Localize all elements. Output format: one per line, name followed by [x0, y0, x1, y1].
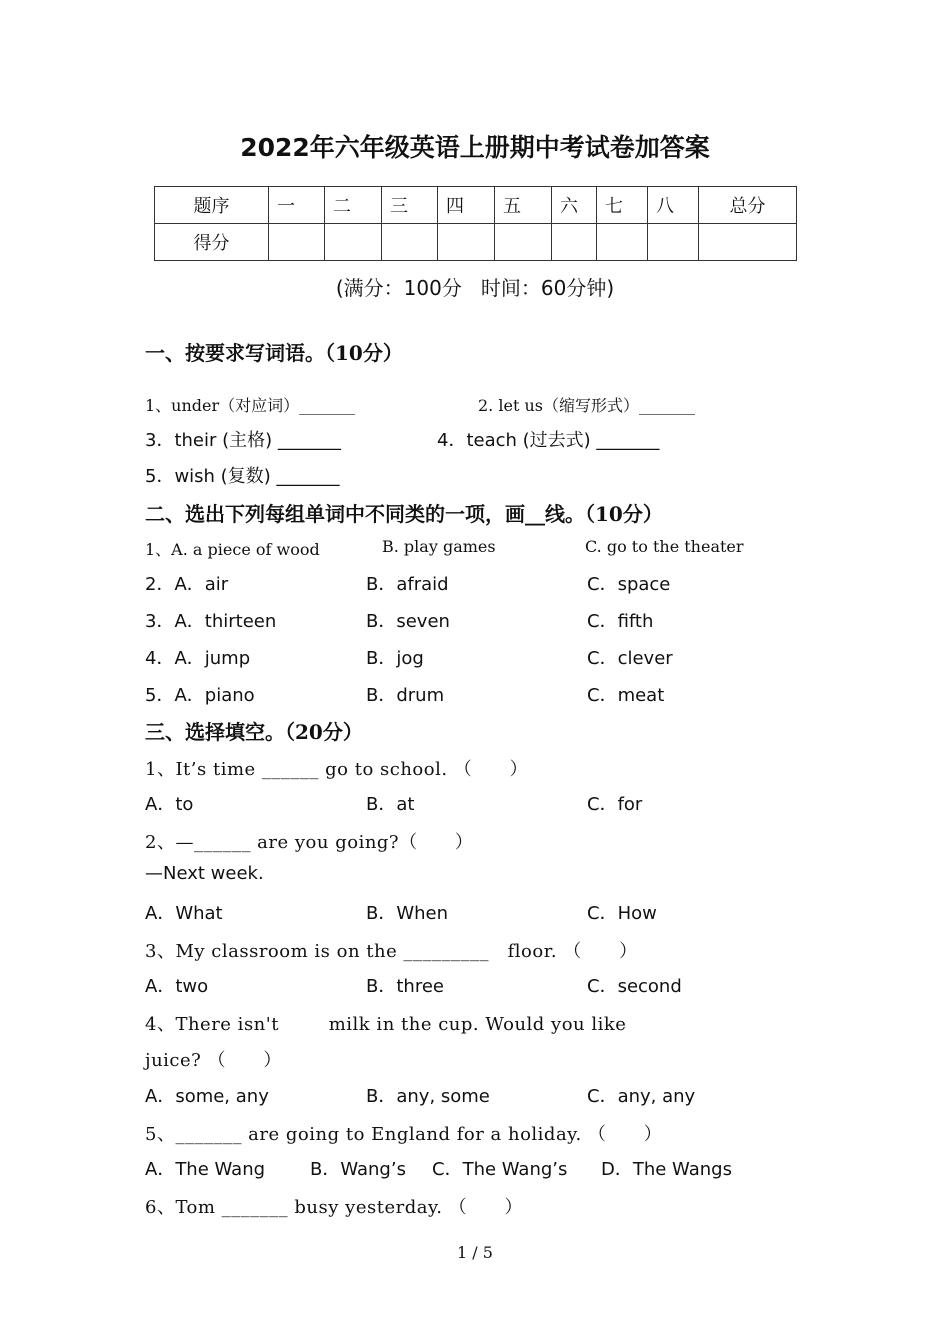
score-cell[interactable] [382, 224, 438, 261]
option-a: 4．A．jump [145, 648, 251, 669]
question-text: 6、Tom _______ busy yesterday. （ ） [145, 1197, 524, 1218]
option-c: C．second [587, 976, 682, 997]
option-b: B．three [366, 976, 444, 997]
score-cell[interactable] [325, 224, 382, 261]
option-b: B．any, some [366, 1086, 490, 1107]
option-a: 1、A. a piece of wood [145, 540, 320, 559]
score-table [154, 186, 797, 261]
option-b: B．Wang’s [310, 1159, 406, 1180]
option-b: B．drum [366, 685, 445, 706]
table-cell: 二 [325, 187, 382, 224]
table-cell: 八 [648, 187, 699, 224]
question-text: 4、There isn't milk in the cup. Would you like [145, 1014, 627, 1035]
section-3-title: 三、选择填空。（20分） [145, 720, 363, 744]
question-text: 5、_______ are going to England for a holiday. （ ） [145, 1124, 663, 1145]
question-text: juice? （ ） [145, 1050, 282, 1071]
option-a: 5．A．piano [145, 685, 255, 706]
question-item: 3．their (主格) _______ [145, 430, 341, 451]
score-table-header-row [155, 187, 797, 224]
table-cell: 三 [382, 187, 438, 224]
table-cell: 五 [495, 187, 552, 224]
table-cell: 题序 [155, 187, 269, 224]
score-cell[interactable] [495, 224, 552, 261]
section-1-title: 一、按要求写词语。（10分） [145, 341, 403, 365]
table-cell: 七 [597, 187, 648, 224]
table-cell: 四 [438, 187, 495, 224]
table-cell: 一 [269, 187, 325, 224]
option-b: B．When [366, 903, 449, 924]
page-number: 1 / 5 [457, 1243, 493, 1262]
question-text: 1、It’s time ______ go to school. （ ） [145, 759, 529, 780]
option-c: C．any, any [587, 1086, 696, 1107]
table-cell: 得分 [155, 224, 269, 261]
option-a: A．two [145, 976, 209, 997]
table-cell: 六 [552, 187, 597, 224]
option-b: B. play games [382, 537, 496, 556]
option-c: C．for [587, 794, 643, 815]
option-c: C．meat [587, 685, 665, 706]
option-a: A．The Wang [145, 1159, 266, 1180]
table-cell: 总分 [699, 187, 797, 224]
option-a: A．What [145, 903, 223, 924]
score-cell[interactable] [269, 224, 325, 261]
question-text: —Next week. [145, 863, 264, 884]
score-cell[interactable] [699, 224, 797, 261]
question-text: 2、—______ are you going?（ ） [145, 832, 474, 853]
question-item: 5．wish (复数) _______ [145, 466, 340, 487]
option-c: C．fifth [587, 611, 654, 632]
option-b: B．seven [366, 611, 450, 632]
option-b: B．afraid [366, 574, 449, 595]
question-item: 4．teach (过去式) _______ [437, 430, 660, 451]
option-d: D．The Wangs [601, 1159, 732, 1180]
question-item: 1、under（对应词）_______ [145, 396, 356, 415]
option-a: 3．A．thirteen [145, 611, 277, 632]
exam-info: (满分：100分 时间：60分钟) [335, 276, 615, 300]
score-table-score-row [155, 224, 797, 261]
score-cell[interactable] [597, 224, 648, 261]
option-c: C. go to the theater [585, 537, 744, 556]
option-b: B．jog [366, 648, 424, 669]
option-c: C．The Wang’s [432, 1159, 568, 1180]
score-cell[interactable] [648, 224, 699, 261]
section-2-title: 二、选出下列每组单词中不同类的一项，画__线。（10分） [145, 502, 663, 526]
option-c: C．How [587, 903, 657, 924]
score-cell[interactable] [438, 224, 495, 261]
question-item: 2. let us（缩写形式）_______ [478, 396, 695, 415]
option-a: 2．A．air [145, 574, 229, 595]
question-text: 3、My classroom is on the _________ floor. （ ） [145, 941, 638, 962]
page-title: 2022年六年级英语上册期中考试卷加答案 [240, 133, 710, 162]
option-a: A．to [145, 794, 194, 815]
option-b: B．at [366, 794, 415, 815]
score-cell[interactable] [552, 224, 597, 261]
option-a: A．some, any [145, 1086, 269, 1107]
option-c: C．space [587, 574, 671, 595]
option-c: C．clever [587, 648, 673, 669]
